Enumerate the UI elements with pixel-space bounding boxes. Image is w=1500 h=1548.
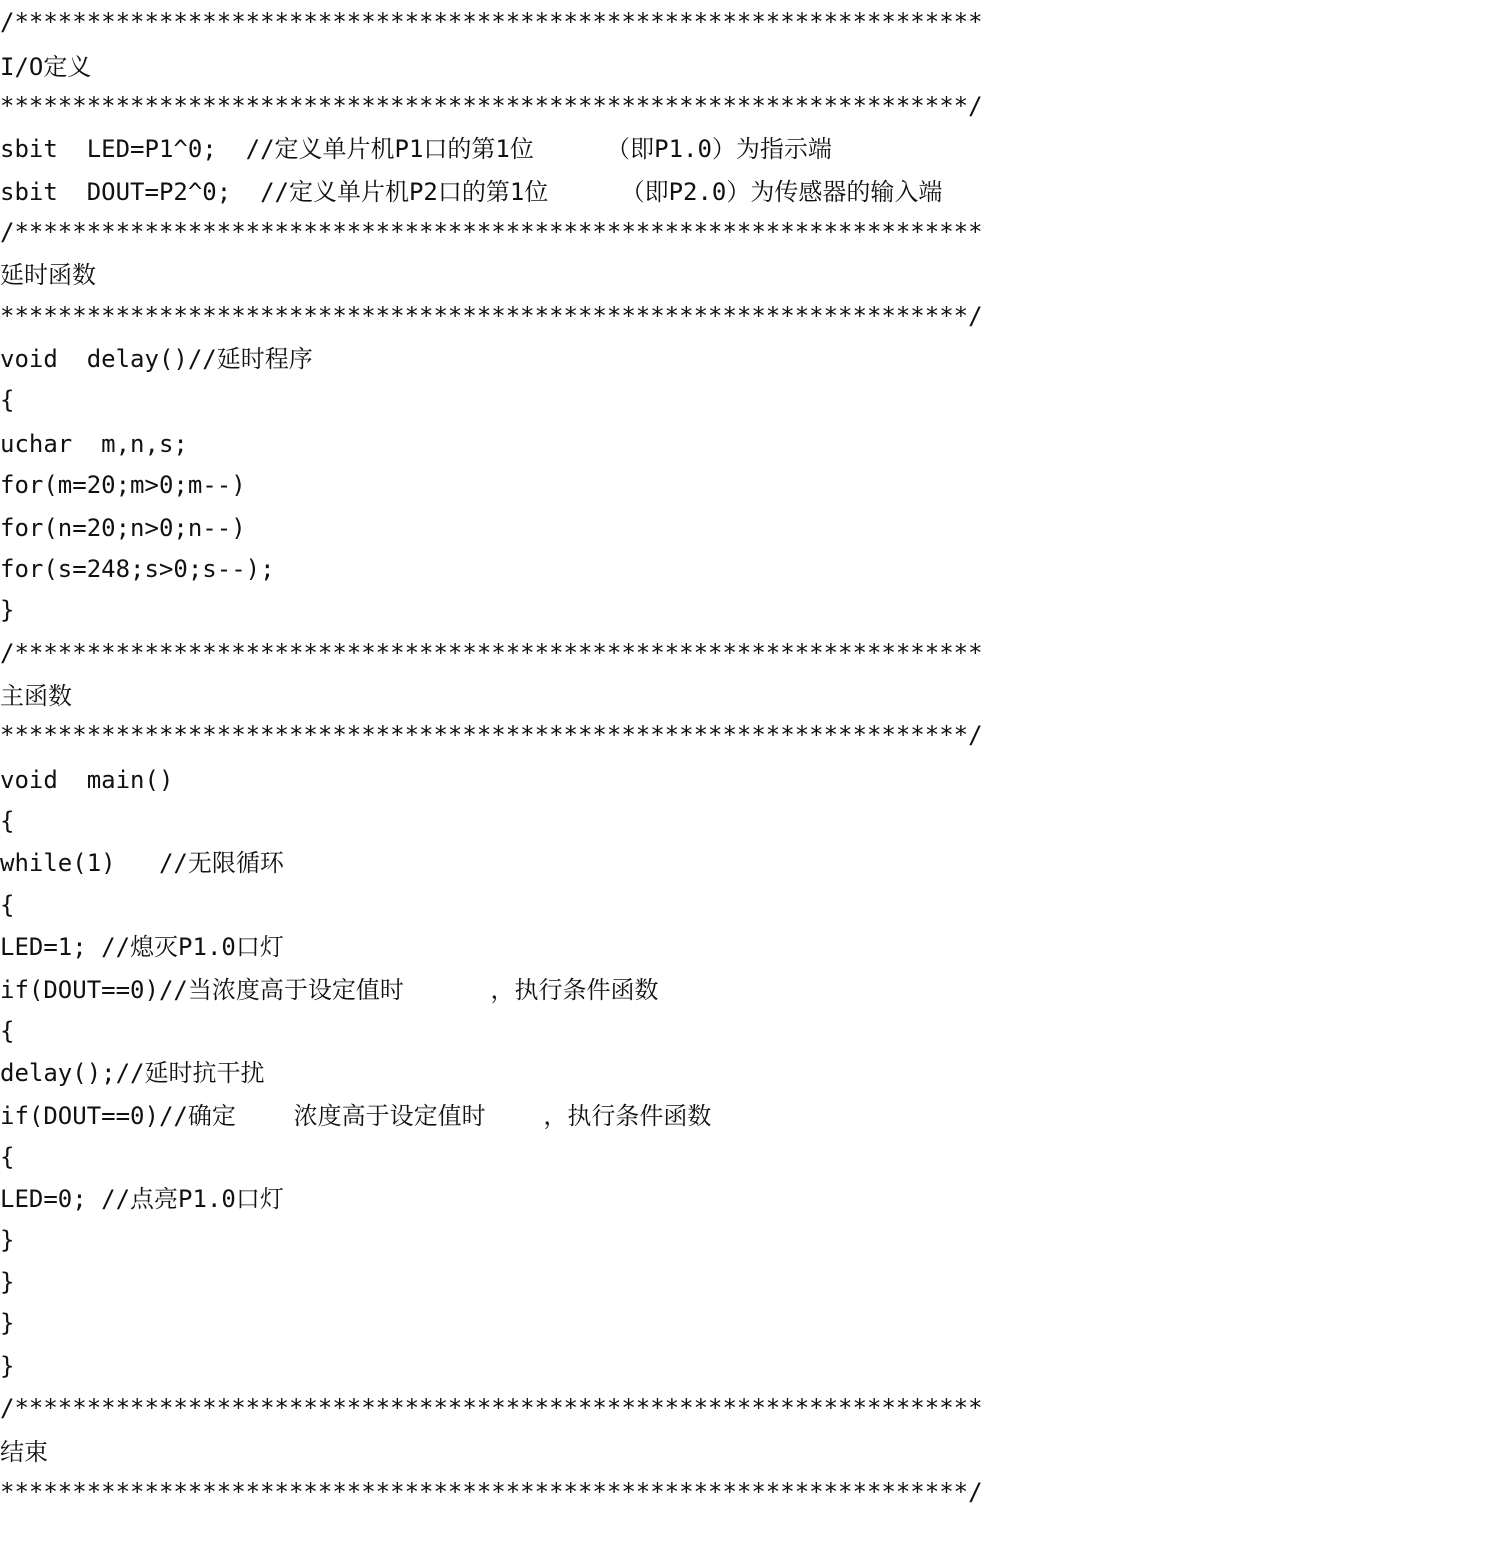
code-line: /******************************************************************* (0, 218, 983, 246)
code-line: for(n=20;n>0;n--) (0, 514, 246, 542)
code-line: /******************************************************************* (0, 1394, 983, 1422)
code-line: 主函数 (0, 682, 72, 710)
code-line: LED=1; //熄灭P1.0口灯 (0, 933, 284, 961)
code-line: { (0, 1017, 15, 1045)
code-line: /******************************************************************* (0, 8, 983, 36)
code-line: delay();//延时抗干扰 (0, 1059, 265, 1087)
code-line: 结束 (0, 1438, 48, 1466)
code-line: { (0, 386, 15, 414)
code-line: uchar m,n,s; (0, 430, 188, 458)
code-line: LED=0; //点亮P1.0口灯 (0, 1185, 284, 1213)
code-line: 延时函数 (0, 261, 96, 289)
code-line: if(DOUT==0)//当浓度高于设定值时 ，执行条件函数 (0, 976, 659, 1004)
code-line: void main() (0, 766, 174, 794)
code-line: *******************************************************************/ (0, 92, 983, 120)
code-line: } (0, 1309, 15, 1337)
code-line: *******************************************************************/ (0, 302, 983, 330)
code-line: *******************************************************************/ (0, 1478, 983, 1506)
code-line: /******************************************************************* (0, 639, 983, 667)
code-line: I/O定义 (0, 53, 92, 81)
code-line: } (0, 1226, 15, 1254)
code-line: void delay()//延时程序 (0, 345, 313, 373)
code-line: sbit DOUT=P2^0; //定义单片机P2口的第1位 （即P2.0）为传感器的输入端 (0, 178, 943, 206)
code-line: *******************************************************************/ (0, 721, 983, 749)
code-line: } (0, 596, 15, 624)
code-line: } (0, 1352, 15, 1380)
code-line: for(m=20;m>0;m--) (0, 471, 246, 499)
code-line: for(s=248;s>0;s--); (0, 555, 275, 583)
code-line: while(1) //无限循环 (0, 849, 284, 877)
code-line: { (0, 891, 15, 919)
code-line: if(DOUT==0)//确定 浓度高于设定值时 ，执行条件函数 (0, 1102, 712, 1130)
code-line: { (0, 1143, 15, 1171)
code-line: { (0, 807, 15, 835)
code-line: sbit LED=P1^0; //定义单片机P1口的第1位 （即P1.0）为指示端 (0, 135, 832, 163)
code-line: } (0, 1268, 15, 1296)
